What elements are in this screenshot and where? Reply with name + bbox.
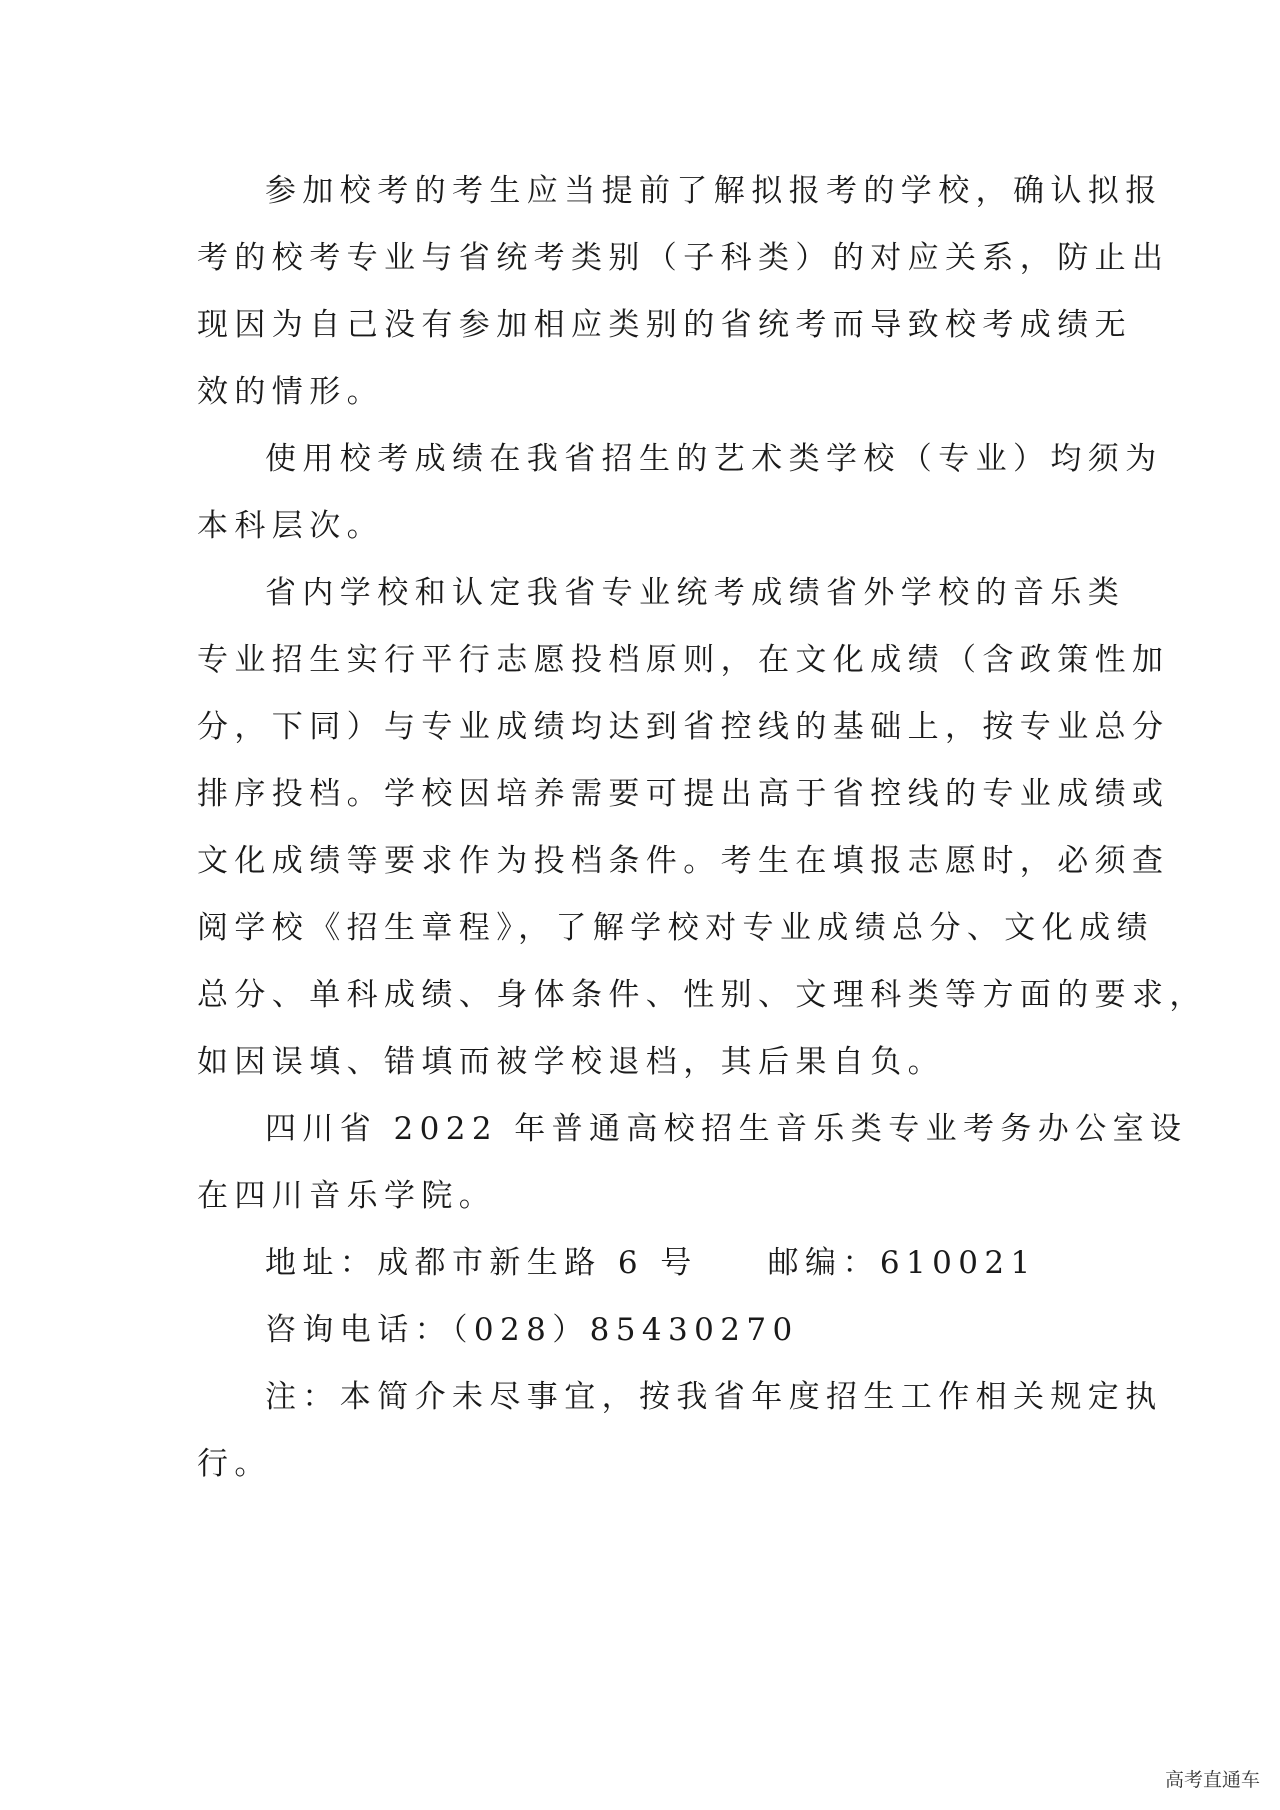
paragraph-line: 现因为自己没有参加相应类别的省统考而导致校考成绩无 <box>197 307 1132 343</box>
paragraph-line: 使用校考成绩在我省招生的艺术类学校（专业）均须为 <box>265 441 1163 477</box>
paragraph-line: 阅学校《招生章程》，了解学校对专业成绩总分、文化成绩 <box>197 910 1154 946</box>
watermark: 高考直通车 <box>1164 1769 1260 1791</box>
paragraph-line: 四川省 2022 年普通高校招生音乐类专业考务办公室设 <box>265 1111 1188 1147</box>
paragraph-line: 分，下同）与专业成绩均达到省控线的基础上，按专业总分 <box>197 709 1170 745</box>
address-label: 地址：成都市新生路 6 号 <box>265 1245 698 1281</box>
paragraph-line: 效的情形。 <box>197 374 384 410</box>
address-line <box>197 1230 1087 1297</box>
paragraph-line: 省内学校和认定我省专业统考成绩省外学校的音乐类 <box>265 575 1126 611</box>
note-line: 行。 <box>197 1446 272 1482</box>
paragraph-line: 参加校考的考生应当提前了解拟报考的学校，确认拟报 <box>265 173 1163 209</box>
paragraph-line: 文化成绩等要求作为投档条件。考生在填报志愿时，必须查 <box>197 843 1170 879</box>
paragraph-line: 在四川音乐学院。 <box>197 1178 497 1214</box>
paragraph-line: 考的校考专业与省统考类别（子科类）的对应关系，防止出 <box>197 240 1170 276</box>
paragraph-line: 如因误填、错填而被学校退档，其后果自负。 <box>197 1044 945 1080</box>
paragraph-line: 本科层次。 <box>197 508 384 544</box>
postcode-label: 邮编：610021 <box>767 1245 1037 1281</box>
document-body <box>197 158 1207 1498</box>
note-line: 注：本简介未尽事宜，按我省年度招生工作相关规定执 <box>265 1379 1163 1415</box>
paragraph-line: 排序投档。学校因培养需要可提出高于省控线的专业成绩或 <box>197 776 1170 812</box>
phone-line: 咨询电话：（028）85430270 <box>265 1312 799 1348</box>
paragraph-line: 总分、单科成绩、身体条件、性别、文理科类等方面的要求， <box>197 977 1207 1013</box>
paragraph-line: 专业招生实行平行志愿投档原则，在文化成绩（含政策性加 <box>197 642 1170 678</box>
